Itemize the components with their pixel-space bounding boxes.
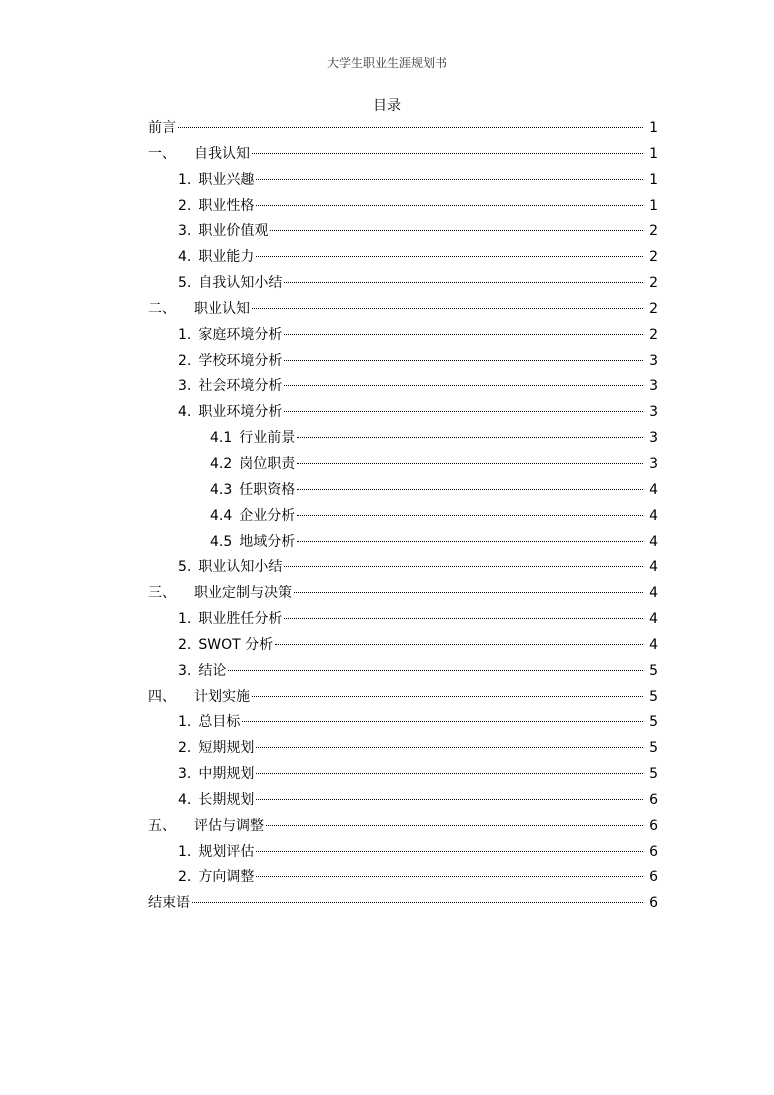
toc-entry-number: 1. bbox=[178, 326, 192, 343]
toc-entry[interactable] bbox=[148, 891, 658, 917]
toc-entry-title: 自我认知小结 bbox=[198, 275, 283, 292]
toc-page-number: 1 bbox=[649, 145, 658, 162]
toc-entry-number: 2. bbox=[178, 197, 192, 214]
toc-page-number: 6 bbox=[649, 817, 658, 834]
toc-entry-number: 4.4 bbox=[210, 507, 233, 524]
toc-leader-dots bbox=[294, 592, 643, 593]
toc-leader-dots bbox=[297, 463, 643, 464]
toc-page-number: 4 bbox=[649, 533, 658, 550]
toc-entry-title: 方向调整 bbox=[198, 869, 255, 886]
toc-entry[interactable] bbox=[148, 323, 658, 349]
toc-leader-dots bbox=[275, 644, 643, 645]
toc-entry[interactable] bbox=[148, 349, 658, 375]
toc-entry[interactable] bbox=[148, 504, 658, 530]
toc-entry-title: 任职资格 bbox=[239, 481, 296, 498]
toc-entry-title: 企业分析 bbox=[239, 507, 296, 524]
toc-entry-title: 家庭环境分析 bbox=[198, 326, 283, 343]
toc-title: 目录 bbox=[373, 98, 401, 114]
toc-entry[interactable] bbox=[148, 633, 658, 659]
toc-entry-title: 社会环境分析 bbox=[198, 378, 283, 395]
toc-entry[interactable] bbox=[148, 194, 658, 220]
toc-entry-title: 学校环境分析 bbox=[198, 352, 283, 369]
toc-page-number: 5 bbox=[649, 740, 658, 757]
toc-leader-dots bbox=[284, 334, 643, 335]
toc-leader-dots bbox=[284, 566, 643, 567]
toc-entry-title: 长期规划 bbox=[198, 791, 255, 808]
toc-entry-title: 职业价值观 bbox=[198, 223, 269, 240]
toc-leader-dots bbox=[297, 515, 643, 516]
toc-entry[interactable] bbox=[148, 762, 658, 788]
toc-entry-number: 一、 bbox=[148, 145, 176, 162]
toc-entry-number: 5. bbox=[178, 559, 192, 576]
toc-leader-dots bbox=[284, 282, 643, 283]
toc-entry-title: 职业定制与决策 bbox=[194, 585, 292, 602]
toc-entry-number: 三、 bbox=[148, 585, 176, 602]
toc-page-number: 2 bbox=[649, 223, 658, 240]
toc-leader-dots bbox=[266, 825, 643, 826]
toc-leader-dots bbox=[256, 773, 643, 774]
toc-entry-number: 4.1 bbox=[210, 430, 233, 447]
toc-entry-number: 二、 bbox=[148, 300, 176, 317]
toc-entry[interactable] bbox=[148, 530, 658, 556]
toc-leader-dots bbox=[297, 489, 643, 490]
toc-entry-number: 1. bbox=[178, 611, 192, 628]
toc-page-number: 2 bbox=[649, 300, 658, 317]
toc-page-number: 4 bbox=[649, 559, 658, 576]
toc-entry-number: 1. bbox=[178, 171, 192, 188]
toc-entry-number: 4. bbox=[178, 404, 192, 421]
toc-leader-dots bbox=[284, 618, 643, 619]
toc-entry-number: 2. bbox=[178, 352, 192, 369]
toc-leader-dots bbox=[284, 360, 643, 361]
toc-leader-dots bbox=[252, 153, 643, 154]
toc-page-number: 1 bbox=[649, 197, 658, 214]
toc-entry[interactable] bbox=[148, 142, 658, 168]
toc-leader-dots bbox=[252, 696, 643, 697]
toc-entry-number: 3. bbox=[178, 378, 192, 395]
toc-page-number: 6 bbox=[649, 791, 658, 808]
toc-leader-dots bbox=[256, 205, 643, 206]
toc-page-number: 6 bbox=[649, 869, 658, 886]
toc-entry[interactable] bbox=[148, 659, 658, 685]
toc-entry[interactable] bbox=[148, 452, 658, 478]
toc-entry-title: 岗位职责 bbox=[239, 455, 296, 472]
toc-leader-dots bbox=[256, 876, 643, 877]
toc-entry-number: 4. bbox=[178, 791, 192, 808]
toc-entry[interactable] bbox=[148, 736, 658, 762]
toc-page-number: 2 bbox=[649, 275, 658, 292]
toc-page-number: 4 bbox=[649, 507, 658, 524]
toc-leader-dots bbox=[256, 799, 643, 800]
toc-entry-number: 四、 bbox=[148, 688, 176, 705]
toc-entry[interactable] bbox=[148, 840, 658, 866]
toc-leader-dots bbox=[228, 670, 643, 671]
toc-entry-number: 3. bbox=[178, 662, 192, 679]
toc-entry-title: 职业环境分析 bbox=[198, 404, 283, 421]
toc-leader-dots bbox=[256, 851, 643, 852]
toc-entry[interactable] bbox=[148, 400, 658, 426]
table-of-contents bbox=[148, 116, 658, 917]
toc-leader-dots bbox=[178, 127, 643, 128]
toc-leader-dots bbox=[252, 308, 643, 309]
toc-leader-dots bbox=[297, 437, 643, 438]
toc-entry-title: 职业认知 bbox=[194, 300, 250, 317]
toc-entry-number: 1. bbox=[178, 843, 192, 860]
toc-entry[interactable] bbox=[148, 168, 658, 194]
toc-entry-number: 4.2 bbox=[210, 455, 233, 472]
toc-entry-title: 结束语 bbox=[148, 895, 190, 912]
toc-entry[interactable] bbox=[148, 788, 658, 814]
toc-page-number: 5 bbox=[649, 688, 658, 705]
toc-entry-title: 前言 bbox=[148, 120, 176, 136]
toc-page-number: 6 bbox=[649, 843, 658, 860]
toc-leader-dots bbox=[256, 179, 643, 180]
toc-entry[interactable] bbox=[148, 710, 658, 736]
toc-entry[interactable] bbox=[148, 865, 658, 891]
toc-entry[interactable] bbox=[148, 374, 658, 400]
toc-entry-title: 评估与调整 bbox=[194, 817, 264, 834]
toc-entry-number: 3. bbox=[178, 223, 192, 240]
toc-entry[interactable] bbox=[148, 245, 658, 271]
toc-page-number: 4 bbox=[649, 611, 658, 628]
toc-leader-dots bbox=[284, 411, 643, 412]
toc-leader-dots bbox=[256, 256, 643, 257]
toc-leader-dots bbox=[297, 541, 643, 542]
toc-leader-dots bbox=[242, 721, 643, 722]
toc-entry-title: 地域分析 bbox=[239, 533, 296, 550]
toc-entry-title: 短期规划 bbox=[198, 740, 255, 757]
toc-page-number: 5 bbox=[649, 766, 658, 783]
toc-entry-title: 结论 bbox=[198, 662, 227, 679]
toc-entry-title: 行业前景 bbox=[239, 430, 296, 447]
toc-entry[interactable] bbox=[148, 116, 658, 142]
toc-entry-number: 五、 bbox=[148, 817, 176, 834]
toc-page-number: 6 bbox=[649, 895, 658, 912]
toc-entry-title: 规划评估 bbox=[198, 843, 255, 860]
toc-entry-title: 职业兴趣 bbox=[198, 171, 255, 188]
toc-entry-title: 中期规划 bbox=[198, 766, 255, 783]
toc-entry[interactable] bbox=[148, 478, 658, 504]
toc-leader-dots bbox=[256, 747, 643, 748]
toc-entry-number: 4.5 bbox=[210, 533, 233, 550]
toc-entry-title: 职业胜任分析 bbox=[198, 611, 283, 628]
toc-entry[interactable] bbox=[148, 685, 658, 711]
toc-leader-dots bbox=[192, 902, 643, 903]
toc-page-number: 2 bbox=[649, 326, 658, 343]
toc-leader-dots bbox=[270, 230, 643, 231]
toc-page-number: 3 bbox=[649, 404, 658, 421]
toc-entry[interactable] bbox=[148, 555, 658, 581]
toc-entry-title: SWOT 分析 bbox=[198, 636, 274, 653]
toc-page-number: 3 bbox=[649, 430, 658, 447]
toc-page-number: 2 bbox=[649, 249, 658, 266]
toc-entry-title: 自我认知 bbox=[194, 145, 250, 162]
toc-entry-title: 职业性格 bbox=[198, 197, 255, 214]
toc-entry-title: 总目标 bbox=[198, 714, 241, 731]
toc-leader-dots bbox=[284, 385, 643, 386]
toc-entry-number: 3. bbox=[178, 766, 192, 783]
toc-page-number: 4 bbox=[649, 585, 658, 602]
toc-entry[interactable] bbox=[148, 219, 658, 245]
toc-page-number: 5 bbox=[649, 662, 658, 679]
toc-entry-number: 1. bbox=[178, 714, 192, 731]
toc-entry[interactable] bbox=[148, 581, 658, 607]
toc-entry[interactable] bbox=[148, 814, 658, 840]
toc-page-number: 1 bbox=[649, 120, 658, 136]
toc-page-number: 4 bbox=[649, 636, 658, 653]
toc-entry-number: 5. bbox=[178, 275, 192, 292]
toc-entry-number: 2. bbox=[178, 869, 192, 886]
toc-page-number: 3 bbox=[649, 378, 658, 395]
toc-entry-number: 4. bbox=[178, 249, 192, 266]
toc-entry-number: 4.3 bbox=[210, 481, 233, 498]
toc-entry[interactable] bbox=[148, 297, 658, 323]
toc-page-number: 3 bbox=[649, 455, 658, 472]
toc-entry[interactable] bbox=[148, 607, 658, 633]
toc-page-number: 5 bbox=[649, 714, 658, 731]
toc-page-number: 3 bbox=[649, 352, 658, 369]
toc-entry[interactable] bbox=[148, 426, 658, 452]
toc-page-number: 4 bbox=[649, 481, 658, 498]
toc-entry[interactable] bbox=[148, 271, 658, 297]
toc-entry-title: 职业认知小结 bbox=[198, 559, 283, 576]
page-header: 大学生职业生涯规划书 bbox=[326, 56, 447, 70]
toc-entry-number: 2. bbox=[178, 740, 192, 757]
toc-page-number: 1 bbox=[649, 171, 658, 188]
toc-entry-number: 2. bbox=[178, 636, 192, 653]
toc-entry-title: 计划实施 bbox=[194, 688, 250, 705]
toc-entry-title: 职业能力 bbox=[198, 249, 255, 266]
